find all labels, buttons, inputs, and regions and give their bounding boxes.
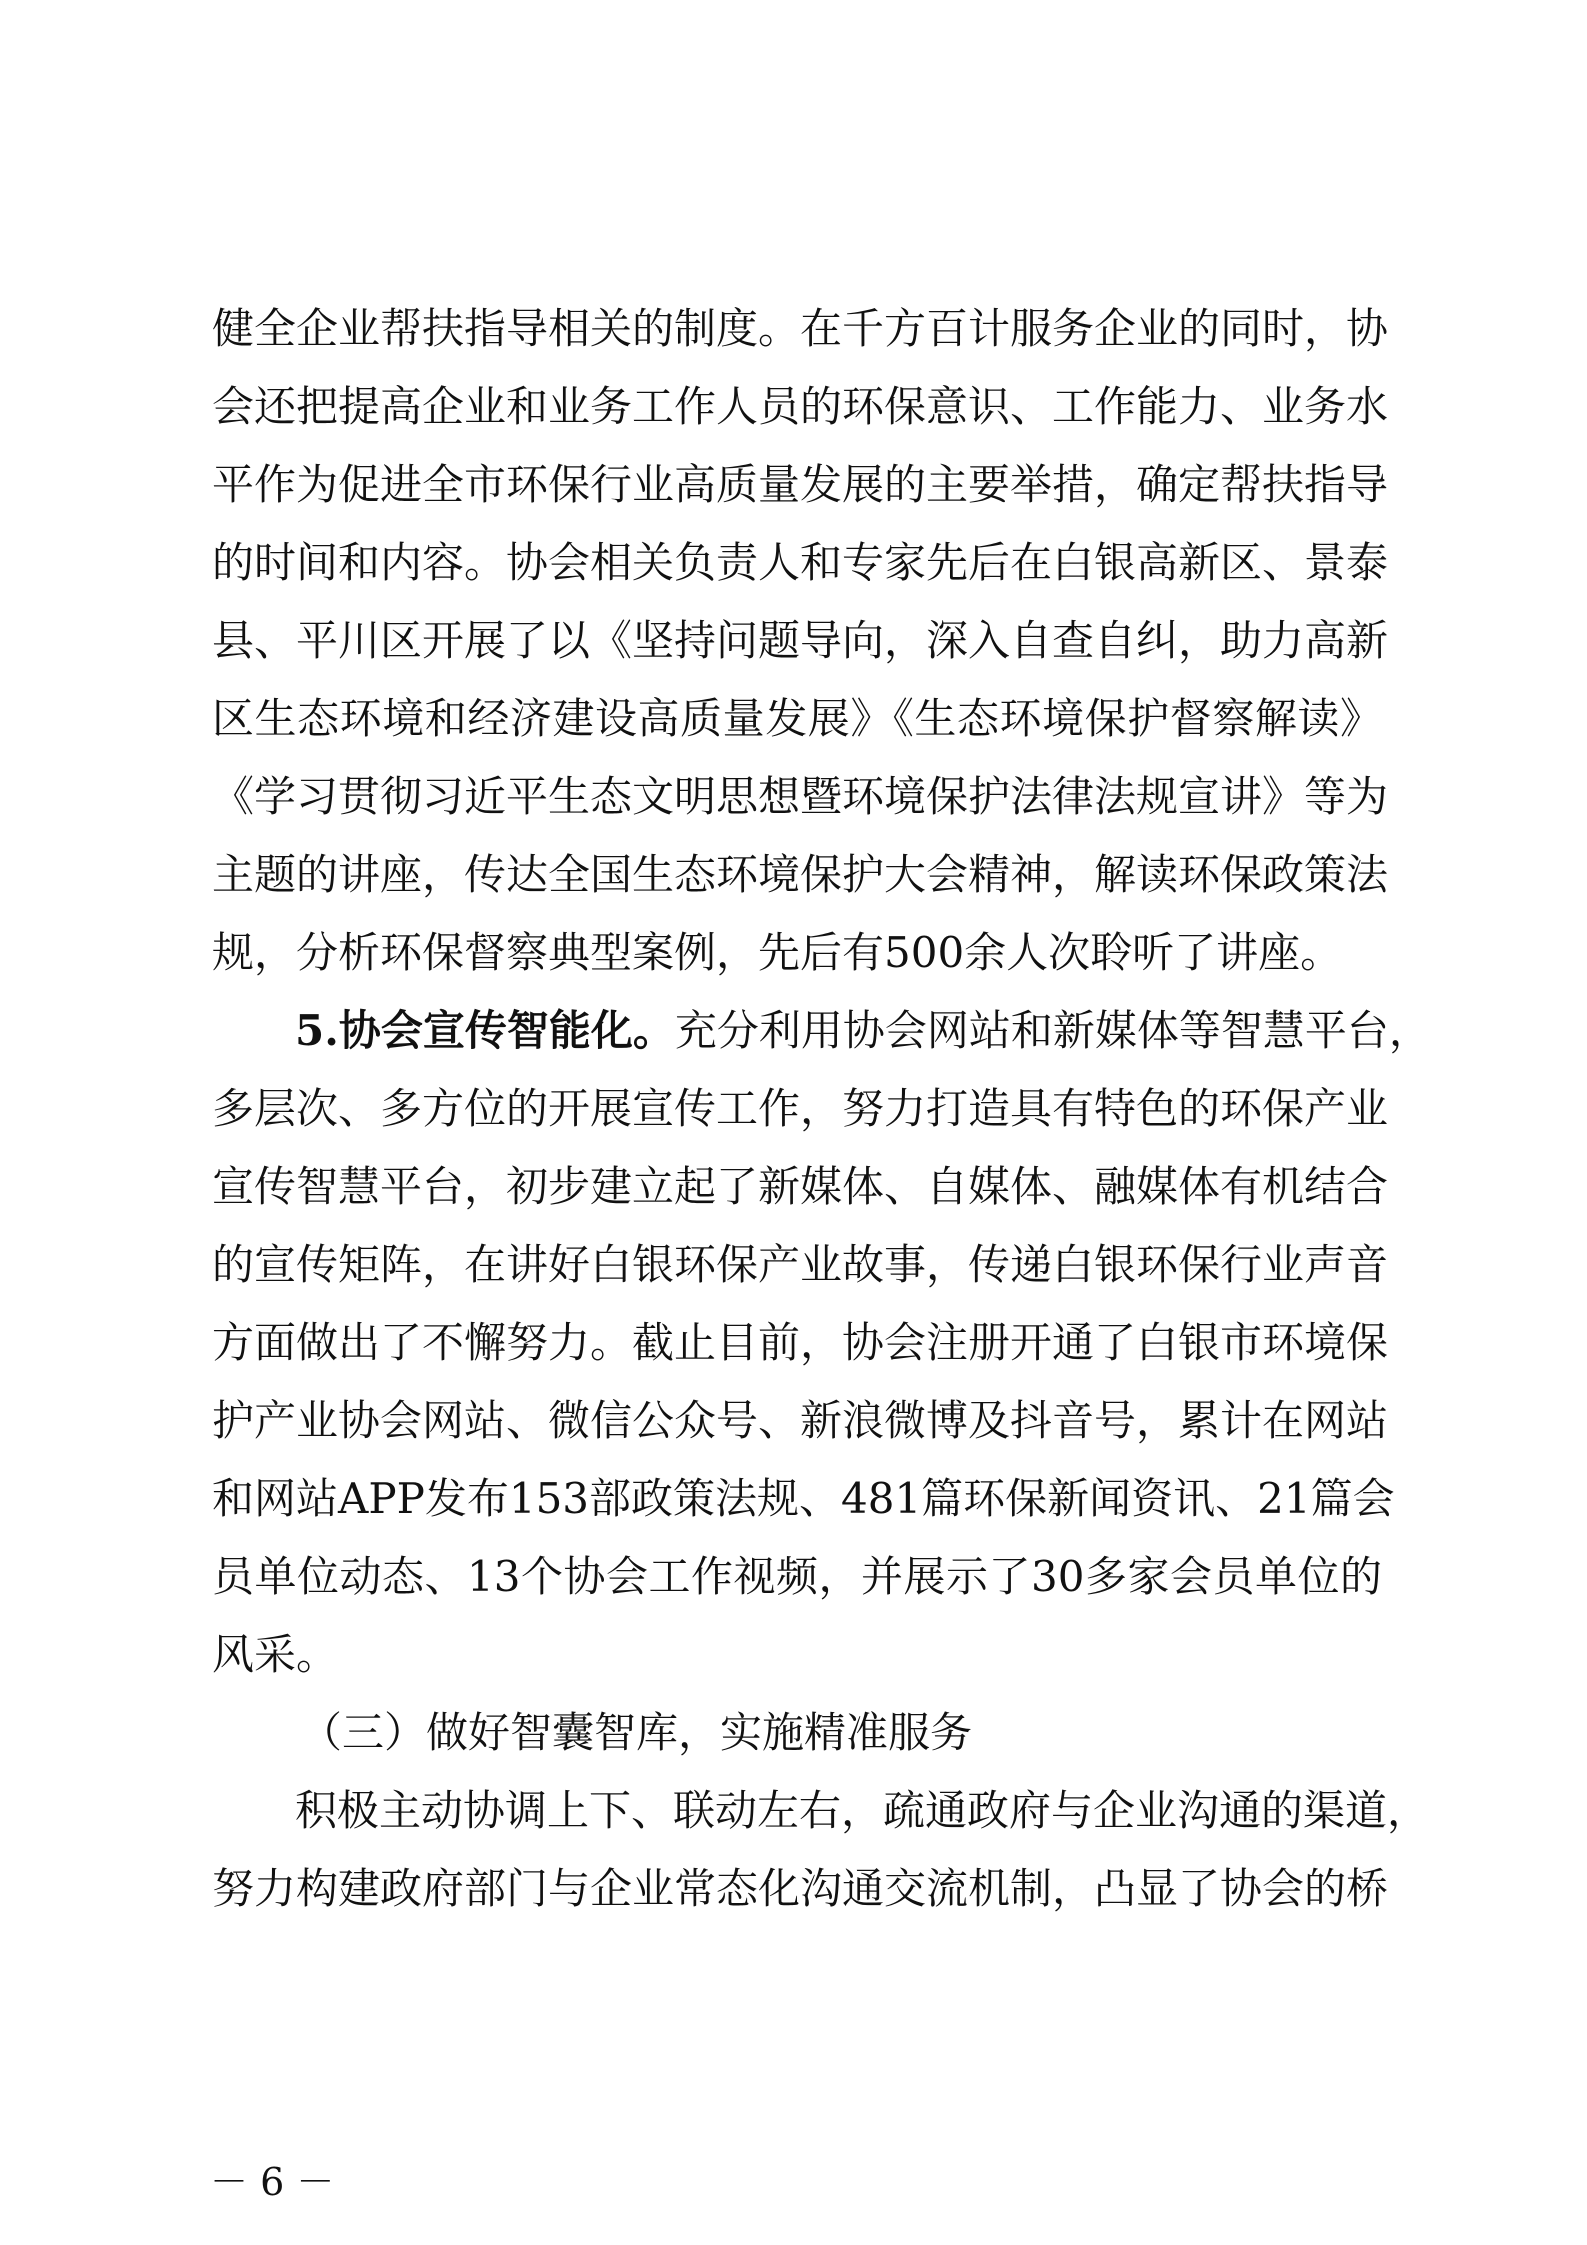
paragraph-first-line: 积极主动协调上下、联动左右，疏通政府与企业沟通的渠道， (295, 1786, 1430, 1835)
item-text: 充分利用协会网站和新媒体等智慧平台， (674, 1006, 1431, 1055)
page-number: － 6 － (210, 2160, 335, 2204)
paragraph-line: 多层次、多方位的开展宣传工作，努力打造具有特色的环保产业 (212, 1084, 1389, 1133)
paragraph-first-line (295, 992, 1431, 1070)
paragraph-line: 的宣传矩阵，在讲好白银环保产业故事，传递白银环保行业声音 (212, 1240, 1389, 1289)
paragraph-line: 健全企业帮扶指导相关的制度。在千方百计服务企业的同时，协 (212, 304, 1389, 353)
paragraph-line: 努力构建政府部门与企业常态化沟通交流机制，凸显了协会的桥 (212, 1864, 1389, 1913)
paragraph-line: 员单位动态、13个协会工作视频，并展示了30多家会员单位的 (212, 1552, 1382, 1601)
paragraph-line: 区生态环境和经济建设高质量发展》《生态环境保护督察解读》 (212, 694, 1382, 743)
paragraph-line: 会还把提高企业和业务工作人员的环保意识、工作能力、业务水 (212, 382, 1389, 431)
paragraph-line: 护产业协会网站、微信公众号、新浪微博及抖音号，累计在网站 (212, 1396, 1389, 1445)
item-heading: 5.协会宣传智能化。 (295, 1006, 675, 1055)
paragraph-line: 平作为促进全市环保行业高质量发展的主要举措，确定帮扶指导 (212, 460, 1389, 509)
paragraph-line: 的时间和内容。协会相关负责人和专家先后在白银高新区、景泰 (212, 538, 1389, 587)
paragraph-line: 《学习贯彻习近平生态文明思想暨环境保护法律法规宣讲》等为 (212, 772, 1389, 821)
section-heading: （三）做好智囊智库，实施精准服务 (300, 1708, 973, 1757)
paragraph-line: 规，分析环保督察典型案例，先后有500余人次聆听了讲座。 (212, 928, 1343, 977)
paragraph-line: 和网站APP发布153部政策法规、481篇环保新闻资讯、21篇会 (212, 1474, 1395, 1523)
paragraph-line: 风采。 (212, 1630, 339, 1679)
paragraph-line: 方面做出了不懈努力。截止目前，协会注册开通了白银市环境保 (212, 1318, 1389, 1367)
paragraph-line: 主题的讲座，传达全国生态环境保护大会精神，解读环保政策法 (212, 850, 1389, 899)
paragraph-line: 县、平川区开展了以《坚持问题导向，深入自查自纠，助力高新 (212, 616, 1389, 665)
paragraph-line: 宣传智慧平台，初步建立起了新媒体、自媒体、融媒体有机结合 (212, 1162, 1389, 1211)
